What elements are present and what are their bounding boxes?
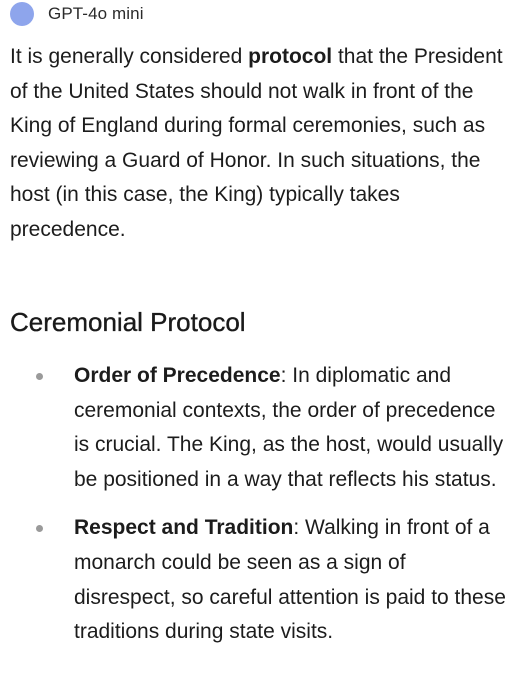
- bullet-dot-icon: [36, 525, 43, 532]
- model-header: [10, 0, 144, 28]
- bullet-list: [0, 359, 521, 664]
- intro-bold-term: protocol: [248, 45, 333, 68]
- bullet-text: : Walking in front of a monarch could be seen as a sign of disrespect, so careful attention is paid to these traditions during state visits.: [74, 516, 506, 644]
- section-heading: Ceremonial Protocol: [10, 307, 246, 337]
- bullet-term: Order of Precedence: [74, 364, 281, 387]
- bullet-text: : In diplomatic and ceremonial contexts, the order of precedence is crucial. The King, as the host, would usually be positioned in a way that reflects his status.: [74, 364, 504, 491]
- list-item: [0, 511, 521, 649]
- intro-paragraph: [10, 40, 515, 248]
- model-name-label: GPT-4o mini: [48, 4, 144, 23]
- list-item: [0, 359, 521, 497]
- intro-text-start: It is generally considered: [10, 45, 249, 68]
- model-avatar-icon: [10, 2, 34, 26]
- intro-text-end: that the President of the United States should not walk in front of the King of England during formal ceremonies, such as reviewing a Guard of Honor. In such situations, the host (in this case, the King) typically takes precedence.: [10, 45, 503, 241]
- bullet-dot-icon: [36, 373, 43, 380]
- bullet-term: Respect and Tradition: [74, 516, 294, 540]
